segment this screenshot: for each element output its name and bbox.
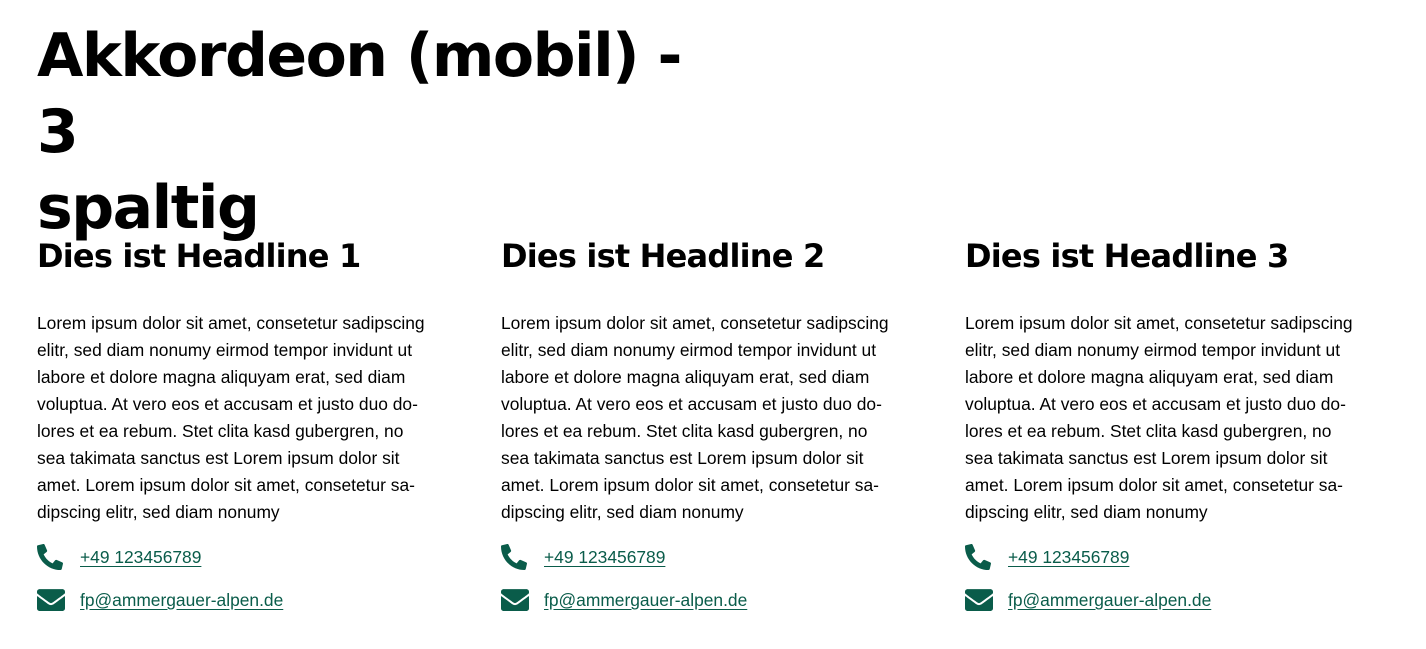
text-line: Lorem ipsum dolor sit amet, consetetur sadipscing [501, 313, 889, 333]
column-2 [501, 232, 921, 610]
text-line: amet. Lorem ipsum dolor sit amet, consetetur sa- [965, 475, 1343, 495]
text-line: voluptua. At vero eos et accusam et justo duo do- [965, 394, 1346, 414]
envelope-icon [37, 587, 65, 613]
phone-icon [501, 544, 529, 570]
phone-link[interactable]: +49 123456789 [1008, 547, 1130, 567]
text-line: elitr, sed diam nonumy eirmod tempor invidunt ut [965, 340, 1341, 360]
text-line: amet. Lorem ipsum dolor sit amet, consetetur sa- [37, 475, 415, 495]
text-line: Lorem ipsum dolor sit amet, consetetur sadipscing [37, 313, 425, 333]
text-line: lores et ea rebum. Stet clita kasd gubergren, no [501, 421, 868, 441]
column-headline: Dies ist Headline 2 [501, 237, 825, 275]
phone-row [501, 544, 665, 570]
phone-row [965, 544, 1129, 570]
column-body-text [501, 310, 921, 526]
phone-link[interactable]: +49 123456789 [544, 547, 666, 567]
text-line: lores et ea rebum. Stet clita kasd gubergren, no [37, 421, 404, 441]
text-line: sea takimata sanctus est Lorem ipsum dolor sit [965, 448, 1328, 468]
phone-icon [37, 544, 65, 570]
text-line: elitr, sed diam nonumy eirmod tempor invidunt ut [37, 340, 413, 360]
envelope-icon [965, 587, 993, 613]
page-title-line-2: spaltig [37, 173, 259, 243]
text-line: voluptua. At vero eos et accusam et justo duo do- [501, 394, 882, 414]
text-line: dipscing elitr, sed diam nonumy [501, 502, 744, 522]
page-title [37, 18, 737, 246]
column-1 [37, 232, 457, 610]
email-link[interactable]: fp@ammergauer-alpen.de [80, 590, 284, 610]
text-line: sea takimata sanctus est Lorem ipsum dolor sit [37, 448, 400, 468]
text-line: voluptua. At vero eos et accusam et justo duo do- [37, 394, 418, 414]
email-row [501, 587, 747, 613]
column-body-text [965, 310, 1385, 526]
phone-icon [965, 544, 993, 570]
column-headline: Dies ist Headline 1 [37, 237, 361, 275]
phone-row [37, 544, 201, 570]
column-body-text [37, 310, 457, 526]
phone-link[interactable]: +49 123456789 [80, 547, 202, 567]
text-line: labore et dolore magna aliquyam erat, sed diam [965, 367, 1334, 387]
email-row [965, 587, 1211, 613]
text-line: sea takimata sanctus est Lorem ipsum dolor sit [501, 448, 864, 468]
text-line: labore et dolore magna aliquyam erat, sed diam [501, 367, 870, 387]
email-link[interactable]: fp@ammergauer-alpen.de [544, 590, 748, 610]
column-3 [965, 232, 1385, 610]
column-headline: Dies ist Headline 3 [965, 237, 1289, 275]
email-link[interactable]: fp@ammergauer-alpen.de [1008, 590, 1212, 610]
text-line: amet. Lorem ipsum dolor sit amet, consetetur sa- [501, 475, 879, 495]
envelope-icon [501, 587, 529, 613]
text-line: elitr, sed diam nonumy eirmod tempor invidunt ut [501, 340, 877, 360]
email-row [37, 587, 283, 613]
text-line: Lorem ipsum dolor sit amet, consetetur sadipscing [965, 313, 1353, 333]
text-line: lores et ea rebum. Stet clita kasd gubergren, no [965, 421, 1332, 441]
page-title-line-1: Akkordeon (mobil) - 3 [37, 21, 681, 167]
text-line: dipscing elitr, sed diam nonumy [965, 502, 1208, 522]
text-line: dipscing elitr, sed diam nonumy [37, 502, 280, 522]
text-line: labore et dolore magna aliquyam erat, sed diam [37, 367, 406, 387]
